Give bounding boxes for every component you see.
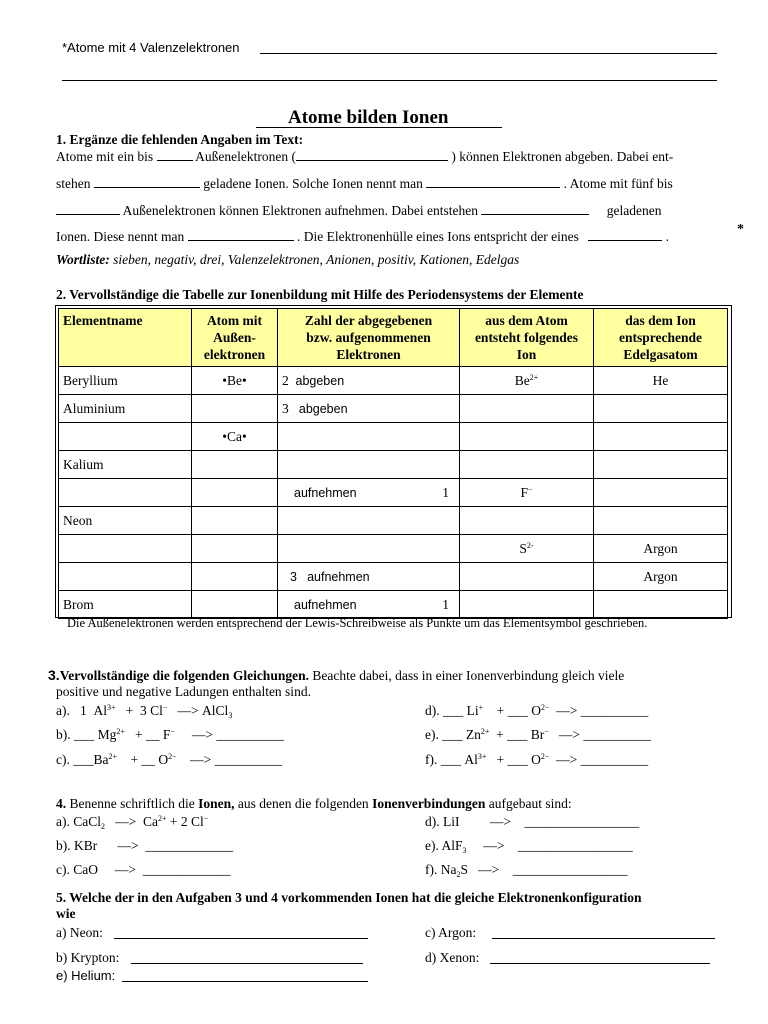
- answer-line[interactable]: [131, 963, 363, 964]
- header-atom: Atom mit Außen- elektronen: [192, 309, 278, 367]
- task5-d-label: d) Xenon:: [425, 950, 480, 965]
- cell-ion[interactable]: [460, 423, 594, 451]
- ion-table: [58, 308, 728, 619]
- equation-a: a). 1 $Al^{3+}$ + 3 Cl− —> AlCl$_3$: [56, 703, 233, 720]
- blank-field[interactable]: [296, 150, 448, 161]
- cell-noble[interactable]: [594, 479, 728, 507]
- cell-atom[interactable]: [192, 563, 278, 591]
- compound-d: d). LiI —> _________________: [425, 814, 640, 829]
- task1-line1: Atome mit ein bis Außenelektronen ( ) können Elektronen abgeben. Dabei ent-: [56, 149, 674, 164]
- task3-heading-line: 3.Vervollständige die folgenden Gleichungen. Beachte dabei, dass in einer Ionenverbindung gleich viele: [48, 667, 625, 683]
- cell-electrons[interactable]: [278, 535, 460, 563]
- header-electrons: Zahl der abgegebenen bzw. aufgenommenen Elektronen: [278, 309, 460, 367]
- cell-name[interactable]: [59, 563, 192, 591]
- compound-b: b). KBr —> _____________: [56, 838, 234, 853]
- task1-line4: Ionen. Diese nennt man . Die Elektronenhülle eines Ions entspricht der eines .: [56, 229, 670, 244]
- table-row: [59, 451, 728, 479]
- cell-electrons[interactable]: aufnehmen 1: [278, 479, 460, 507]
- answer-line[interactable]: [490, 963, 710, 964]
- task2-heading: 2. Vervollständige die Tabelle zur Ionenbildung mit Hilfe des Periodensystems der Elemente: [56, 287, 584, 302]
- cell-atom[interactable]: •Be•: [192, 367, 278, 395]
- compound-a: a). CaCl$_2$ —> $Ca^{2+} + 2$ Cl−: [56, 814, 209, 831]
- cell-ion[interactable]: $S^{2-}$: [460, 535, 594, 563]
- task5-b-label: b) Krypton:: [56, 950, 120, 965]
- table-row: [59, 563, 728, 591]
- answer-line[interactable]: [114, 938, 368, 939]
- blank-field[interactable]: [426, 177, 560, 188]
- cell-name[interactable]: Kalium: [59, 451, 192, 479]
- top-line-label: *Atome mit 4 Valenzelektronen: [62, 40, 240, 55]
- task5-c-label: c) Argon:: [425, 925, 477, 940]
- cell-electrons[interactable]: 2 abgeben: [278, 367, 460, 395]
- task5-heading-2: wie: [56, 906, 76, 921]
- blank-field[interactable]: [588, 230, 662, 241]
- blank-field[interactable]: [481, 204, 589, 215]
- cell-ion[interactable]: [460, 395, 594, 423]
- cell-ion[interactable]: [460, 451, 594, 479]
- table-row: [59, 367, 728, 395]
- cell-name[interactable]: [59, 423, 192, 451]
- cell-atom[interactable]: [192, 479, 278, 507]
- page-title: Atome bilden Ionen: [288, 107, 449, 128]
- compound-f: f). $Na_2S$ —> _________________: [425, 862, 628, 879]
- table-row: [59, 591, 728, 619]
- cell-atom[interactable]: •Ca•: [192, 423, 278, 451]
- table-row: [59, 395, 728, 423]
- cell-noble[interactable]: [594, 423, 728, 451]
- cell-ion[interactable]: [460, 563, 594, 591]
- task1-line3: Außenelektronen können Elektronen aufnehmen. Dabei entstehen geladenen: [56, 203, 661, 219]
- blank-field[interactable]: [157, 150, 193, 161]
- header-noble-gas: das dem Ion entsprechende Edelgasatom: [594, 309, 728, 367]
- asterisk-mark: *: [737, 222, 744, 237]
- table-row: [59, 479, 728, 507]
- cell-atom[interactable]: [192, 507, 278, 535]
- cell-name[interactable]: [59, 479, 192, 507]
- cell-noble[interactable]: Argon: [594, 535, 728, 563]
- task5-a-label: a) Neon:: [56, 925, 103, 940]
- cell-ion[interactable]: [460, 507, 594, 535]
- cell-name[interactable]: Beryllium: [59, 367, 192, 395]
- cell-noble[interactable]: [594, 395, 728, 423]
- cell-atom[interactable]: [192, 535, 278, 563]
- cell-noble[interactable]: [594, 451, 728, 479]
- answer-line: [260, 53, 717, 54]
- cell-electrons[interactable]: 3 aufnehmen: [278, 563, 460, 591]
- cell-electrons[interactable]: [278, 507, 460, 535]
- task5-e-label: e) Helium:: [56, 968, 116, 983]
- cell-ion[interactable]: $Be^{2+}$: [460, 367, 594, 395]
- answer-line[interactable]: [492, 938, 715, 939]
- cell-name[interactable]: [59, 535, 192, 563]
- cell-noble[interactable]: [594, 591, 728, 619]
- cell-noble[interactable]: He: [594, 367, 728, 395]
- cell-electrons[interactable]: [278, 423, 460, 451]
- cell-name[interactable]: Brom: [59, 591, 192, 619]
- table-header-row: [59, 309, 728, 367]
- compound-e: e). AlF$_3$ —> _________________: [425, 838, 633, 855]
- cell-atom[interactable]: [192, 395, 278, 423]
- task1-line2: stehen geladene Ionen. Solche Ionen nennt man . Atome mit fünf bis: [56, 176, 673, 191]
- compound-c: c). CaO —> _____________: [56, 862, 231, 877]
- table-row: [59, 535, 728, 563]
- cell-atom[interactable]: [192, 451, 278, 479]
- task5-heading-1: 5. Welche der in den Aufgaben 3 und 4 vorkommenden Ionen hat die gleiche Elektronenkonfiguration: [56, 890, 642, 905]
- cell-electrons[interactable]: 3 abgeben: [278, 395, 460, 423]
- cell-electrons[interactable]: [278, 451, 460, 479]
- header-ion: aus dem Atom entsteht folgendes Ion: [460, 309, 594, 367]
- cell-electrons[interactable]: aufnehmen 1: [278, 591, 460, 619]
- cell-ion[interactable]: [460, 591, 594, 619]
- cell-noble[interactable]: Argon: [594, 563, 728, 591]
- answer-line: [62, 80, 717, 81]
- header-elementname: Elementname: [59, 309, 192, 367]
- cell-atom[interactable]: [192, 591, 278, 619]
- blank-field[interactable]: [188, 230, 294, 241]
- cell-noble[interactable]: [594, 507, 728, 535]
- task4-heading: 4. Benenne schriftlich die Ionen, aus denen die folgenden Ionenverbindungen aufgebaut sind:: [56, 796, 572, 811]
- cell-name[interactable]: Neon: [59, 507, 192, 535]
- equation-d: d). ___ Li+ + ___ $O^{2-}$ —> __________: [425, 703, 649, 718]
- task3-text2: positive und negative Ladungen enthalten sind.: [56, 684, 311, 699]
- table-note: Die Außenelektronen werden entsprechend der Lewis-Schreibweise als Punkte um das Elementsymbol geschrieben.: [67, 616, 648, 630]
- answer-line[interactable]: [122, 981, 368, 982]
- cell-name[interactable]: Aluminium: [59, 395, 192, 423]
- equation-c: c). $\_\_\_Ba^{2+}$ + __ $O^{2-}$ —> __________: [56, 752, 283, 767]
- cell-ion[interactable]: F−: [460, 479, 594, 507]
- equation-e: e). ___ $Zn^{2+}$ + ___ Br− —> __________: [425, 727, 651, 742]
- table-row: [59, 507, 728, 535]
- wordlist: Wortliste: sieben, negativ, drei, Valenzelektronen, Anionen, positiv, Kationen, Edelgas: [56, 252, 520, 267]
- equation-b: b). ___ $Mg^{2+}$ + __ F− —> __________: [56, 727, 284, 742]
- task1-heading: 1. Ergänze die fehlenden Angaben im Text:: [56, 132, 304, 147]
- blank-field[interactable]: [94, 177, 200, 188]
- equation-f: f). ___ $Al^{3+}$ + ___ $O^{2-}$ —> __________: [425, 752, 649, 767]
- blank-field[interactable]: [56, 204, 120, 215]
- table-row: [59, 423, 728, 451]
